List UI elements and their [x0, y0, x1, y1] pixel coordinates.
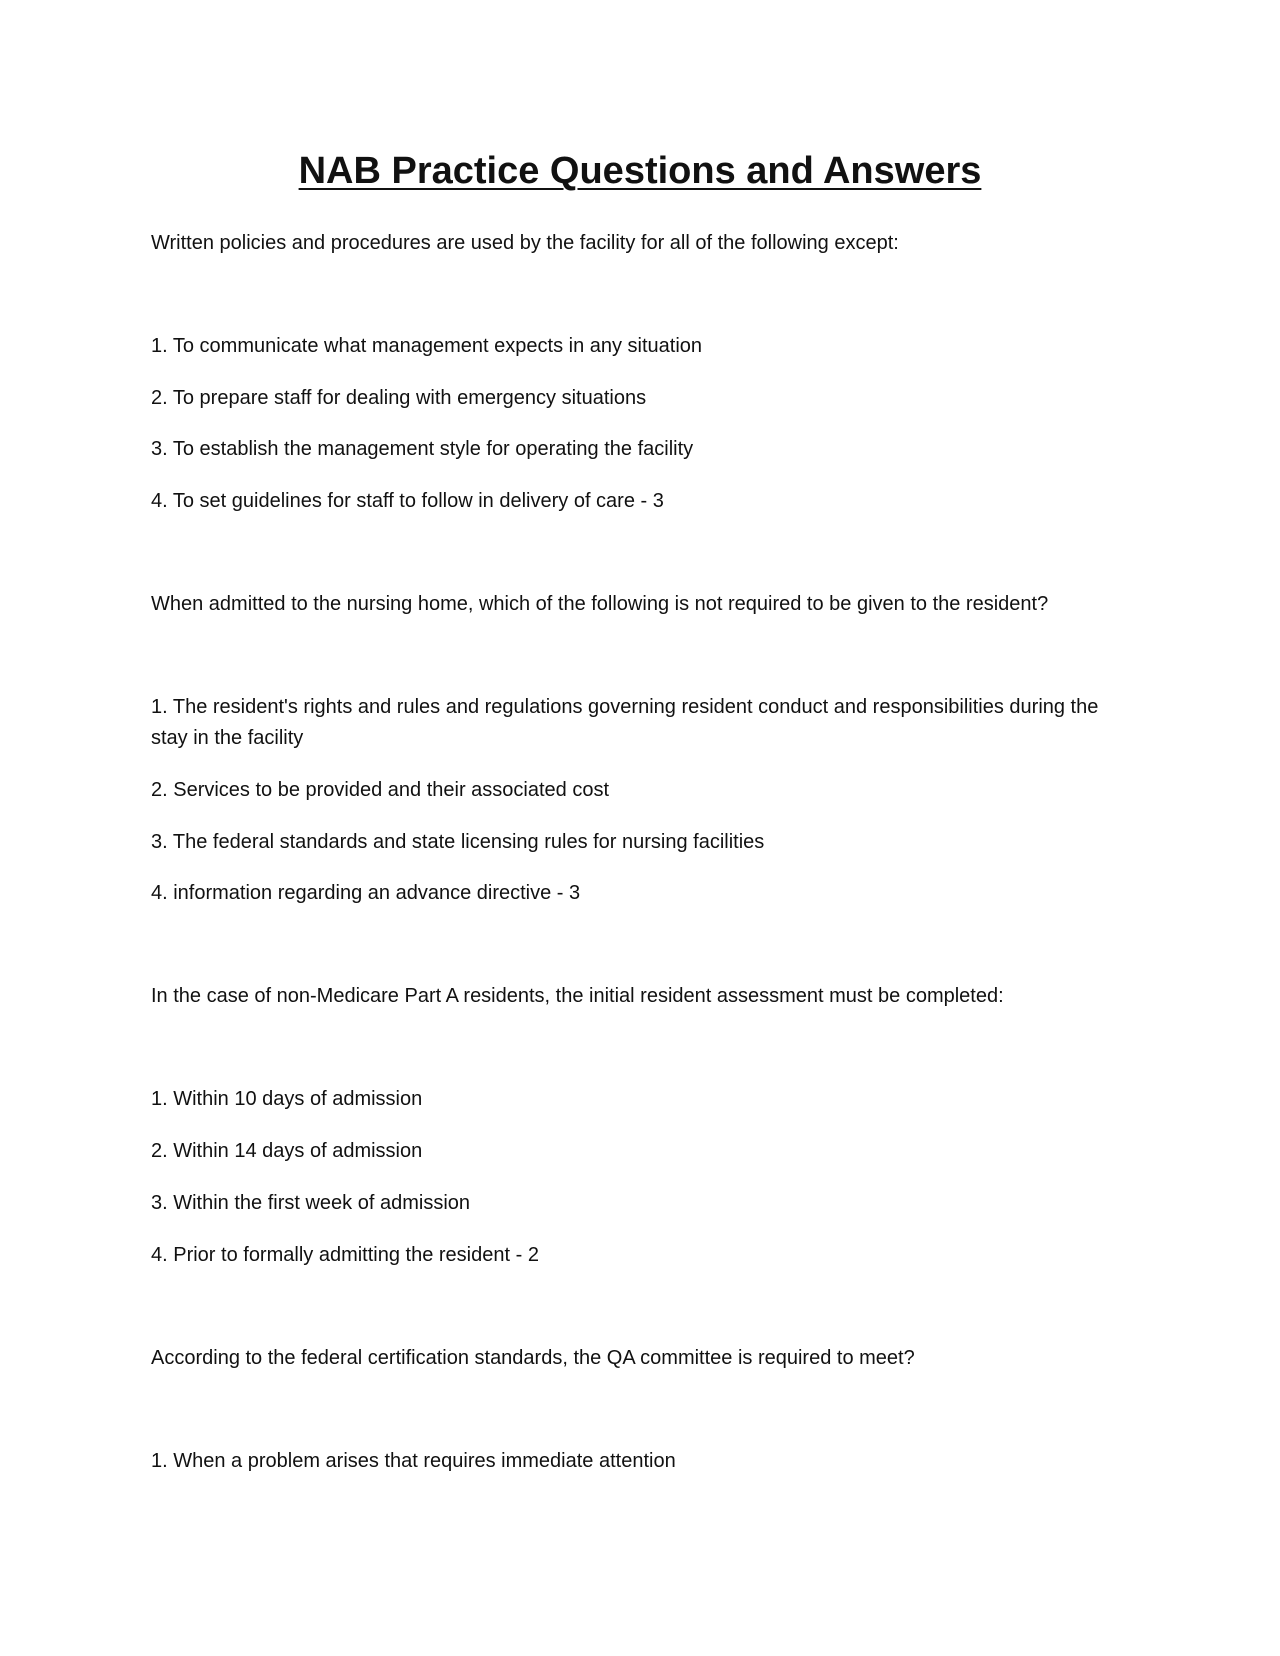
question-1-option-4: 4. To set guidelines for staff to follow in delivery of care - 3 [151, 490, 664, 512]
question-4-option-1: 1. When a problem arises that requires immediate attention [151, 1450, 676, 1472]
question-1-option-2: 2. To prepare staff for dealing with emergency situations [151, 387, 647, 409]
question-2-prompt: When admitted to the nursing home, which of the following is not required to be given to the resident? [151, 593, 1049, 615]
question-1-option-1: 1. To communicate what management expects in any situation [151, 335, 703, 357]
question-2-option-2: 2. Services to be provided and their associated cost [151, 779, 610, 801]
question-2-option-3: 3. The federal standards and state licensing rules for nursing facilities [151, 831, 765, 853]
question-3-option-2: 2. Within 14 days of admission [151, 1140, 423, 1162]
question-3-option-1: 1. Within 10 days of admission [151, 1088, 423, 1110]
question-1-prompt: Written policies and procedures are used by the facility for all of the following except: [151, 232, 899, 254]
question-3-option-3: 3. Within the first week of admission [151, 1192, 471, 1214]
page-title-text: NAB Practice Questions and Answers [298, 150, 982, 192]
question-3-prompt: In the case of non-Medicare Part A residents, the initial resident assessment must be completed: [151, 985, 1004, 1007]
question-4-prompt: According to the federal certification standards, the QA committee is required to meet? [151, 1347, 915, 1369]
question-1-option-3: 3. To establish the management style for operating the facility [151, 438, 694, 460]
page-title [0, 150, 1280, 193]
question-2-option-1: 1. The resident's rights and rules and regulations governing resident conduct and responsibilities during the stay in the facility [151, 696, 1099, 749]
question-2-option-4: 4. information regarding an advance directive - 3 [151, 882, 581, 904]
question-3-option-4: 4. Prior to formally admitting the resident - 2 [151, 1244, 539, 1266]
